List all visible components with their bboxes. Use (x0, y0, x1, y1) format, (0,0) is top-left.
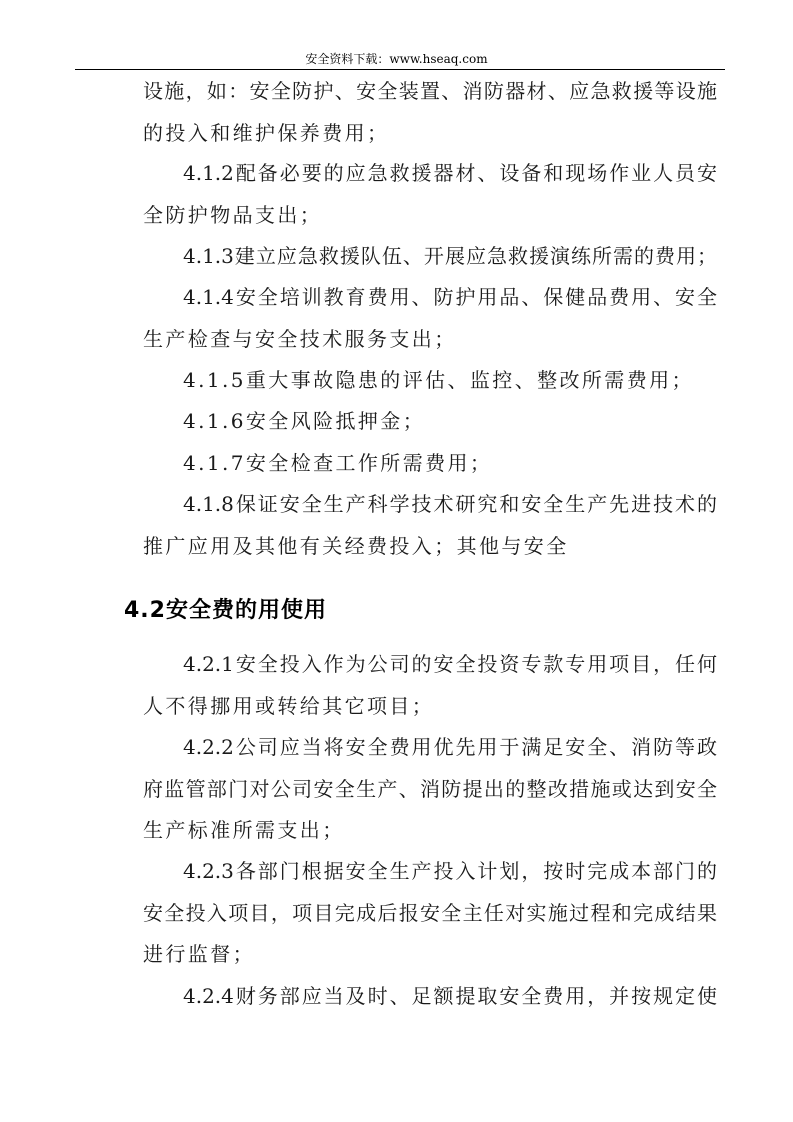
paragraph-line: 4.2.4财务部应当及时、足额提取安全费用，并按规定使 (183, 984, 717, 1008)
paragraph-line: 进行监督； (143, 942, 255, 966)
paragraph-line: 4.1.6安全风险抵押金； (183, 409, 426, 433)
paragraph-line: 4.2.1安全投入作为公司的安全投资专款专用项目，任何 (183, 652, 717, 676)
page-header: 安全资料下载：www.hseaq.com (305, 52, 488, 66)
paragraph-line: 4.1.4安全培训教育费用、防护用品、保健品费用、安全 (183, 285, 717, 309)
paragraph-line: 设施，如：安全防护、安全装置、消防器材、应急救援等设施 (143, 79, 717, 103)
paragraph-line: 4.1.3建立应急救援队伍、开展应急救援演练所需的费用； (183, 244, 717, 268)
paragraph-line: 人不得挪用或转给其它项目； (143, 694, 435, 718)
paragraph-line: 生产检查与安全技术服务支出； (143, 327, 457, 351)
paragraph-line: 全防护物品支出； (143, 203, 323, 227)
paragraph-line: 4.1.2配备必要的应急救援器材、设备和现场作业人员安 (183, 161, 717, 185)
paragraph-line: 4.1.8保证安全生产科学技术研究和安全生产先进技术的 (183, 492, 717, 516)
section-heading: 4.2安全费的用使用 (124, 598, 327, 623)
paragraph-line: 安全投入项目，项目完成后报安全主任对实施过程和完成结果 (143, 901, 717, 925)
paragraph-line: 4.2.3各部门根据安全生产投入计划，按时完成本部门的 (183, 859, 717, 883)
paragraph-line: 生产标准所需支出； (143, 818, 345, 842)
paragraph-line: 府监管部门对公司安全生产、消防提出的整改措施或达到安全 (143, 777, 717, 801)
paragraph-line: 4.1.5重大事故隐患的评估、监控、整改所需费用； (183, 368, 694, 392)
paragraph-line: 推广应用及其他有关经费投入；其他与安全 (143, 534, 569, 558)
paragraph-line: 4.2.2公司应当将安全费用优先用于满足安全、消防等政 (183, 735, 717, 759)
paragraph-line: 的投入和维护保养费用； (143, 121, 390, 145)
paragraph-line: 4.1.7安全检查工作所需费用； (183, 451, 493, 475)
